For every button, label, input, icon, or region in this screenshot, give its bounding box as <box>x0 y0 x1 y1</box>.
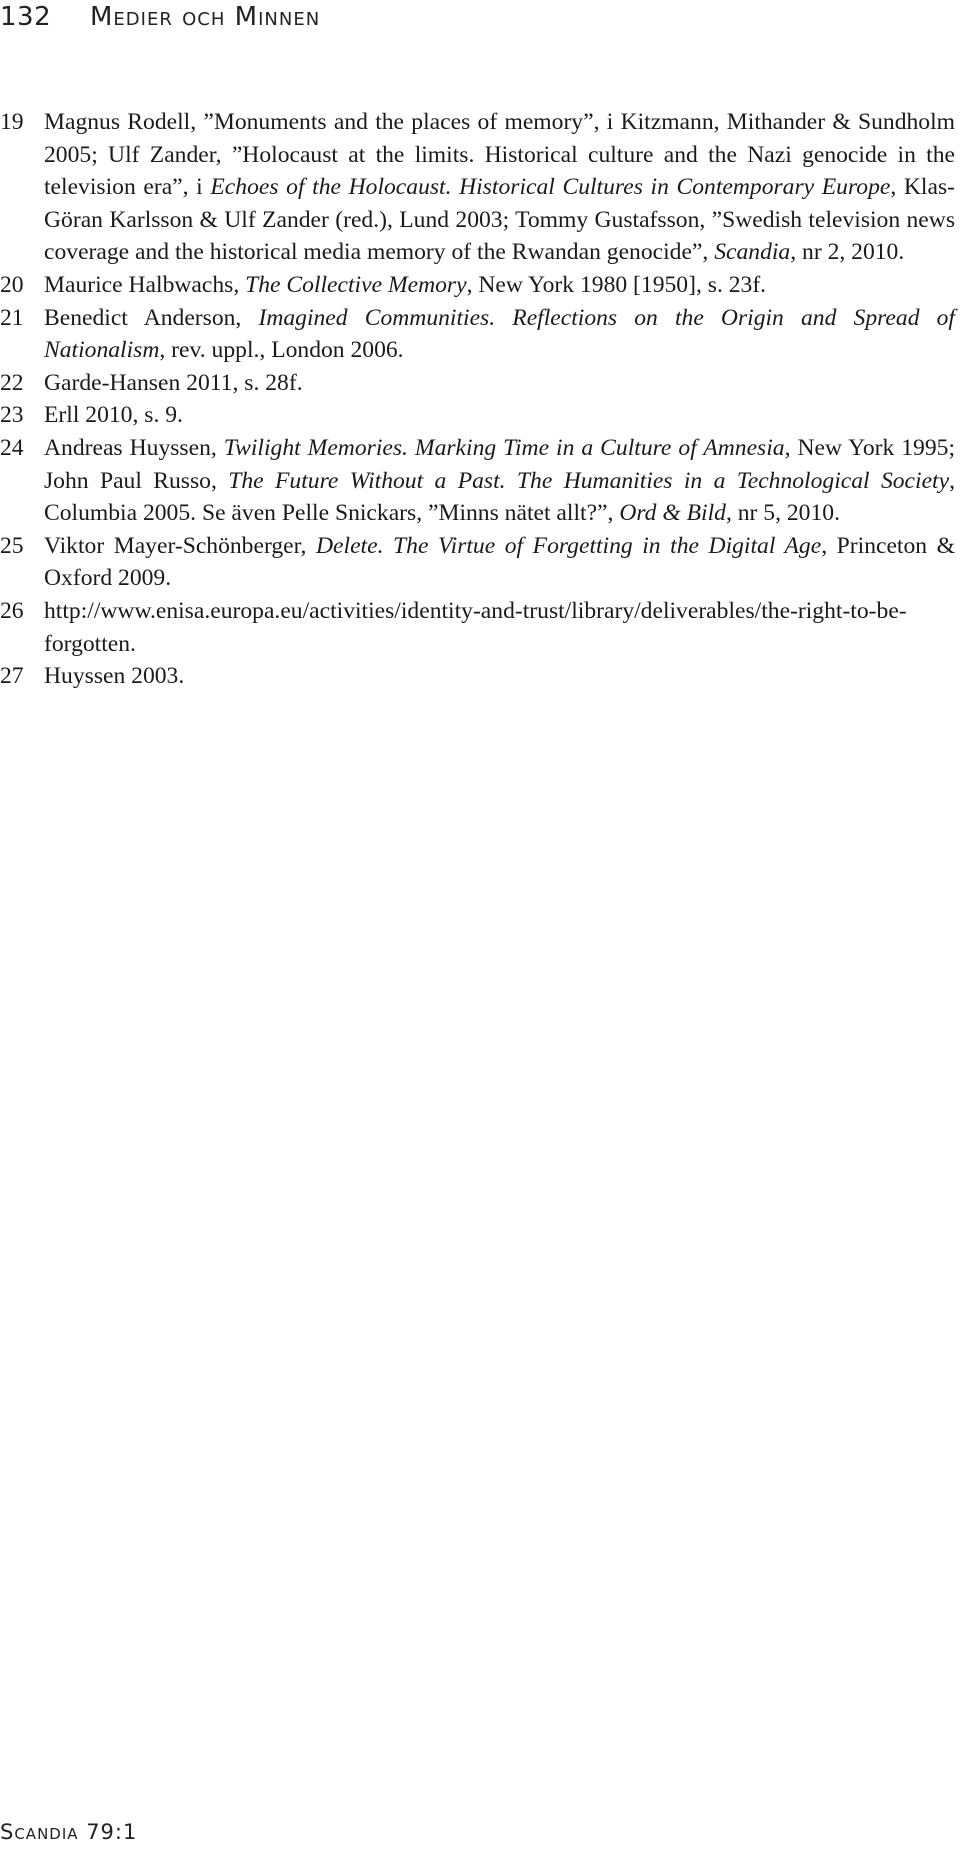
section-title: Medier och Minnen <box>90 2 321 32</box>
endnote-text <box>44 269 955 302</box>
endnote-number: 22 <box>0 369 24 396</box>
endnote-title-italic: Echoes of the Holocaust. Historical Cultures in Contemporary Europe <box>210 174 891 201</box>
journal-footer: Scandia 79:1 <box>0 1820 138 1844</box>
endnote-number: 27 <box>0 663 24 690</box>
endnote-number: 24 <box>0 434 24 461</box>
endnote-number: 23 <box>0 402 24 429</box>
endnote-title-italic: Imagined Communities. Reflections on the Origin and Spread of Nationalism <box>44 304 955 364</box>
endnote-19 <box>0 106 955 269</box>
endnote-text-segment: Maurice Halbwachs, <box>44 271 246 298</box>
endnote-25 <box>0 530 955 595</box>
endnote-text-segment: , Columbia 2005. Se även Pelle Snickars, ”Minns nätet allt?”, <box>44 467 955 527</box>
endnote-23 <box>0 399 955 432</box>
endnote-text-segment: nr 2, 2010. <box>796 239 905 266</box>
endnote-title-italic: Ord & Bild <box>619 500 726 527</box>
endnote-20 <box>0 269 955 302</box>
running-head <box>0 2 320 32</box>
endnote-text-segment: , nr 5, 2010. <box>725 500 840 527</box>
endnote-text <box>44 660 955 693</box>
endnote-number: 26 <box>0 597 24 624</box>
endnote-text-segment: , rev. uppl., London 2006. <box>159 337 404 364</box>
endnote-text-segment: Garde-Hansen 2011, s. 28f. <box>44 369 303 396</box>
endnote-number: 21 <box>0 304 24 331</box>
endnote-number: 19 <box>0 109 24 135</box>
endnote-title-italic: Scandia, <box>714 239 797 266</box>
endnote-text <box>44 367 955 400</box>
endnote-text <box>44 399 955 432</box>
endnote-title-italic: Delete. The Virtue of Forgetting in the Digital Age <box>316 532 822 559</box>
endnote-text-segment: Magnus Rodell, ”Monuments and the places of memory”, i Kitzmann, Mithander & Sundholm 2005; Ulf Zander, ”Holocaust at the limits. Historical culture and the Nazi genocide in the television era”, i <box>44 109 955 201</box>
endnote-text-segment: http://www.enisa.europa.eu/activities/identity-and-trust/library/deliverables/the-right-to-be-forgotten. <box>44 597 907 657</box>
endnote-text-segment: , Princeton & Oxford 2009. <box>44 532 955 592</box>
endnote-text <box>44 302 955 367</box>
endnote-text <box>44 106 955 269</box>
endnote-number: 25 <box>0 532 24 559</box>
endnote-text-segment: Andreas Huyssen, <box>44 434 224 461</box>
endnote-21 <box>0 302 955 367</box>
endnote-text-segment: , Klas-Göran Karlsson & Ulf Zander (red.), Lund 2003; Tommy Gustafsson, ”Swedish television news coverage and the historical media memory of the Rwandan genocide”, <box>44 174 956 266</box>
endnote-text-segment: , New York 1980 [1950], s. 23f. <box>466 271 767 298</box>
endnote-text <box>44 530 955 595</box>
endnote-26 <box>0 595 955 660</box>
endnote-title-italic: The Collective Memory <box>245 271 467 298</box>
endnote-24 <box>0 432 955 530</box>
endnote-27 <box>0 660 955 693</box>
endnote-text-segment: Erll 2010, s. 9. <box>44 402 183 429</box>
endnote-text-segment: Benedict Anderson, <box>44 304 259 331</box>
page-number: 132 <box>0 2 52 32</box>
endnote-text <box>44 432 955 530</box>
endnotes-list <box>0 106 955 693</box>
endnote-number: 20 <box>0 271 24 298</box>
endnote-text-segment: , New York 1995; John Paul Russo, <box>44 434 955 494</box>
endnote-text-segment: Huyssen 2003. <box>44 663 185 690</box>
endnote-text-segment: Viktor Mayer-Schönberger, <box>44 532 317 559</box>
endnote-title-italic: Twilight Memories. Marking Time in a Culture of Amnesia <box>223 434 785 461</box>
endnote-text <box>44 595 955 660</box>
endnote-22 <box>0 367 955 400</box>
endnote-title-italic: The Future Without a Past. The Humanities in a Technological Society <box>228 467 950 494</box>
